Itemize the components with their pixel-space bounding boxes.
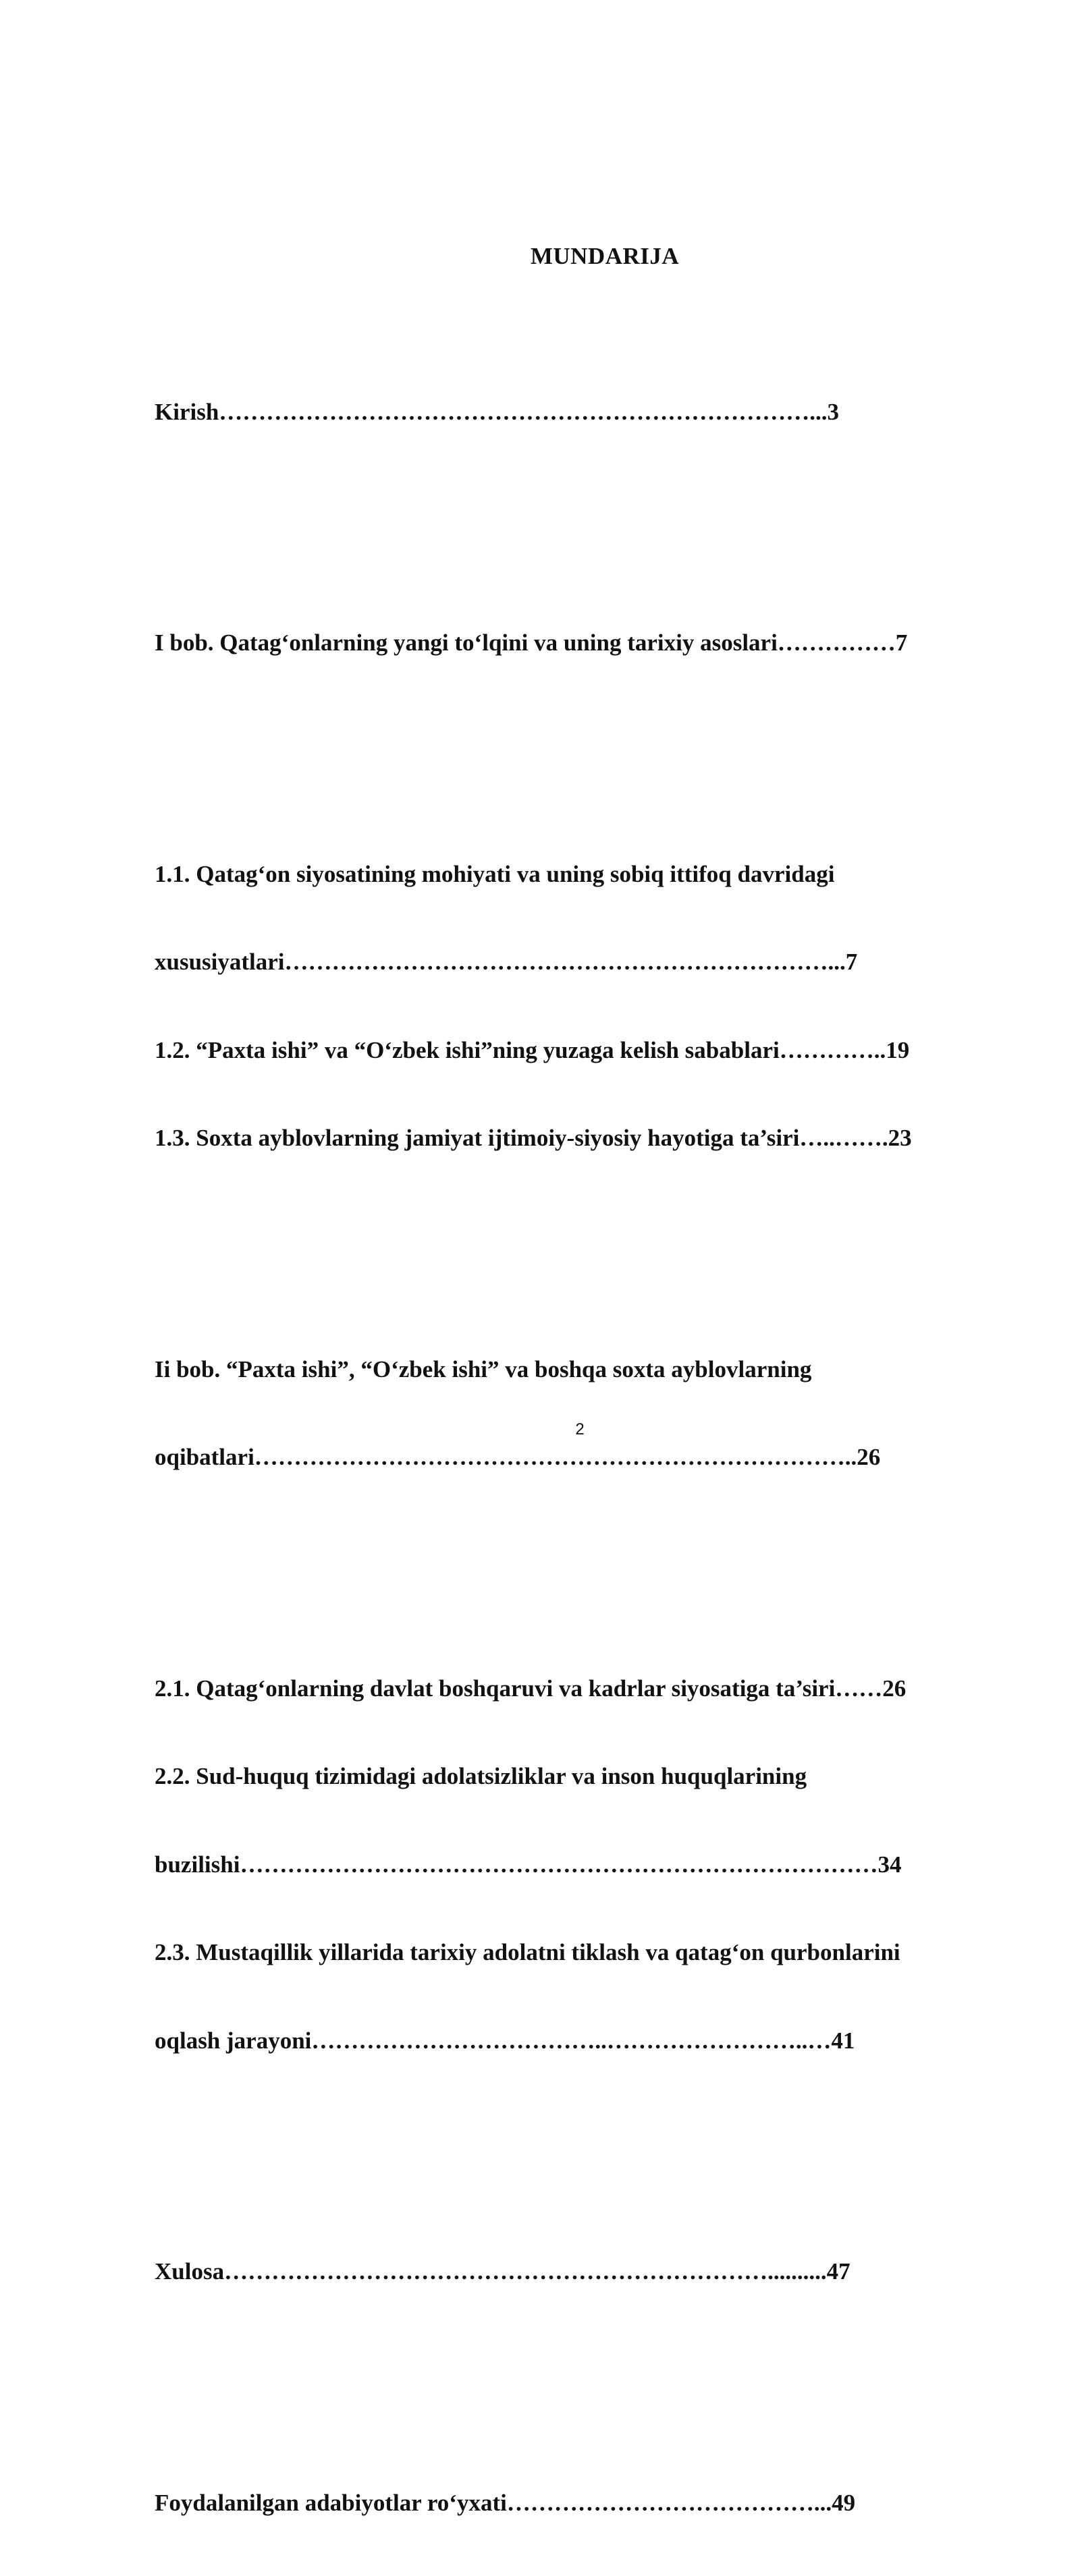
toc-title: MUNDARIJA: [530, 243, 680, 269]
toc-entry-1-3: 1.3. Soxta ayblovlarning jamiyat ijtimoiy-siyosiy hayotiga ta’siri…..…….23: [155, 1125, 912, 1151]
toc-entry-chapter-2-line-1: Ii bob. “Paxta ishi”, “O‘zbek ishi” va boshqa soxta ayblovlarning: [155, 1355, 812, 1382]
page-number: 2: [575, 1420, 585, 1438]
toc-entry-2-2-line-1: 2.2. Sud-huquq tizimidagi adolatsizliklar va inson huquqlarining: [155, 1763, 807, 1789]
toc-spacer: [155, 2345, 973, 2371]
toc-entry-chapter-1: I bob. Qatag‘onlarning yangi to‘lqini va uning tarixiy asoslari……………7: [155, 629, 908, 656]
toc-entry-2-3-line-2: oqlash jarayoni………………………………..……………………..…41: [155, 2027, 855, 2054]
toc-entry-1-2: 1.2. “Paxta ishi” va “O‘zbek ishi”ning yuzaga kelish sabablari…………..19: [155, 1036, 910, 1063]
toc-spacer: [155, 1212, 973, 1237]
toc-spacer: [155, 2114, 973, 2139]
table-of-contents: [155, 309, 973, 2576]
toc-entry-2-3-line-1: 2.3. Mustaqillik yillarida tarixiy adolatni tiklash va qatag‘on qurbonlarini: [155, 1939, 900, 1965]
toc-spacer: [155, 485, 973, 511]
toc-spacer: [155, 1531, 973, 1557]
toc-entry-kirish: Kirish…………………………………………………………………...3: [155, 398, 840, 425]
toc-entry-xulosa: Xulosa……………………………………………………………..........47: [155, 2258, 850, 2285]
toc-entry-2-1: 2.1. Qatag‘onlarning davlat boshqaruvi va kadrlar siyosatiga ta’siri……26: [155, 1675, 907, 1702]
toc-spacer: [155, 717, 973, 742]
toc-entry-1-1-line-2: xususiyatlari……………………………………………………………...7: [155, 949, 858, 975]
toc-entry-2-2-line-2: buzilishi………………………………………………………………………34: [155, 1851, 902, 1878]
toc-entry-chapter-2-line-2: oqibatlari…………………………………………………………………..26: [155, 1444, 881, 1470]
toc-entry-bibliography: Foydalanilgan adabiyotlar ro‘yxati…………………………………...49: [155, 2489, 856, 2516]
toc-entry-1-1-line-1: 1.1. Qatag‘on siyosatining mohiyati va uning sobiq ittifoq davridagi: [155, 860, 835, 887]
